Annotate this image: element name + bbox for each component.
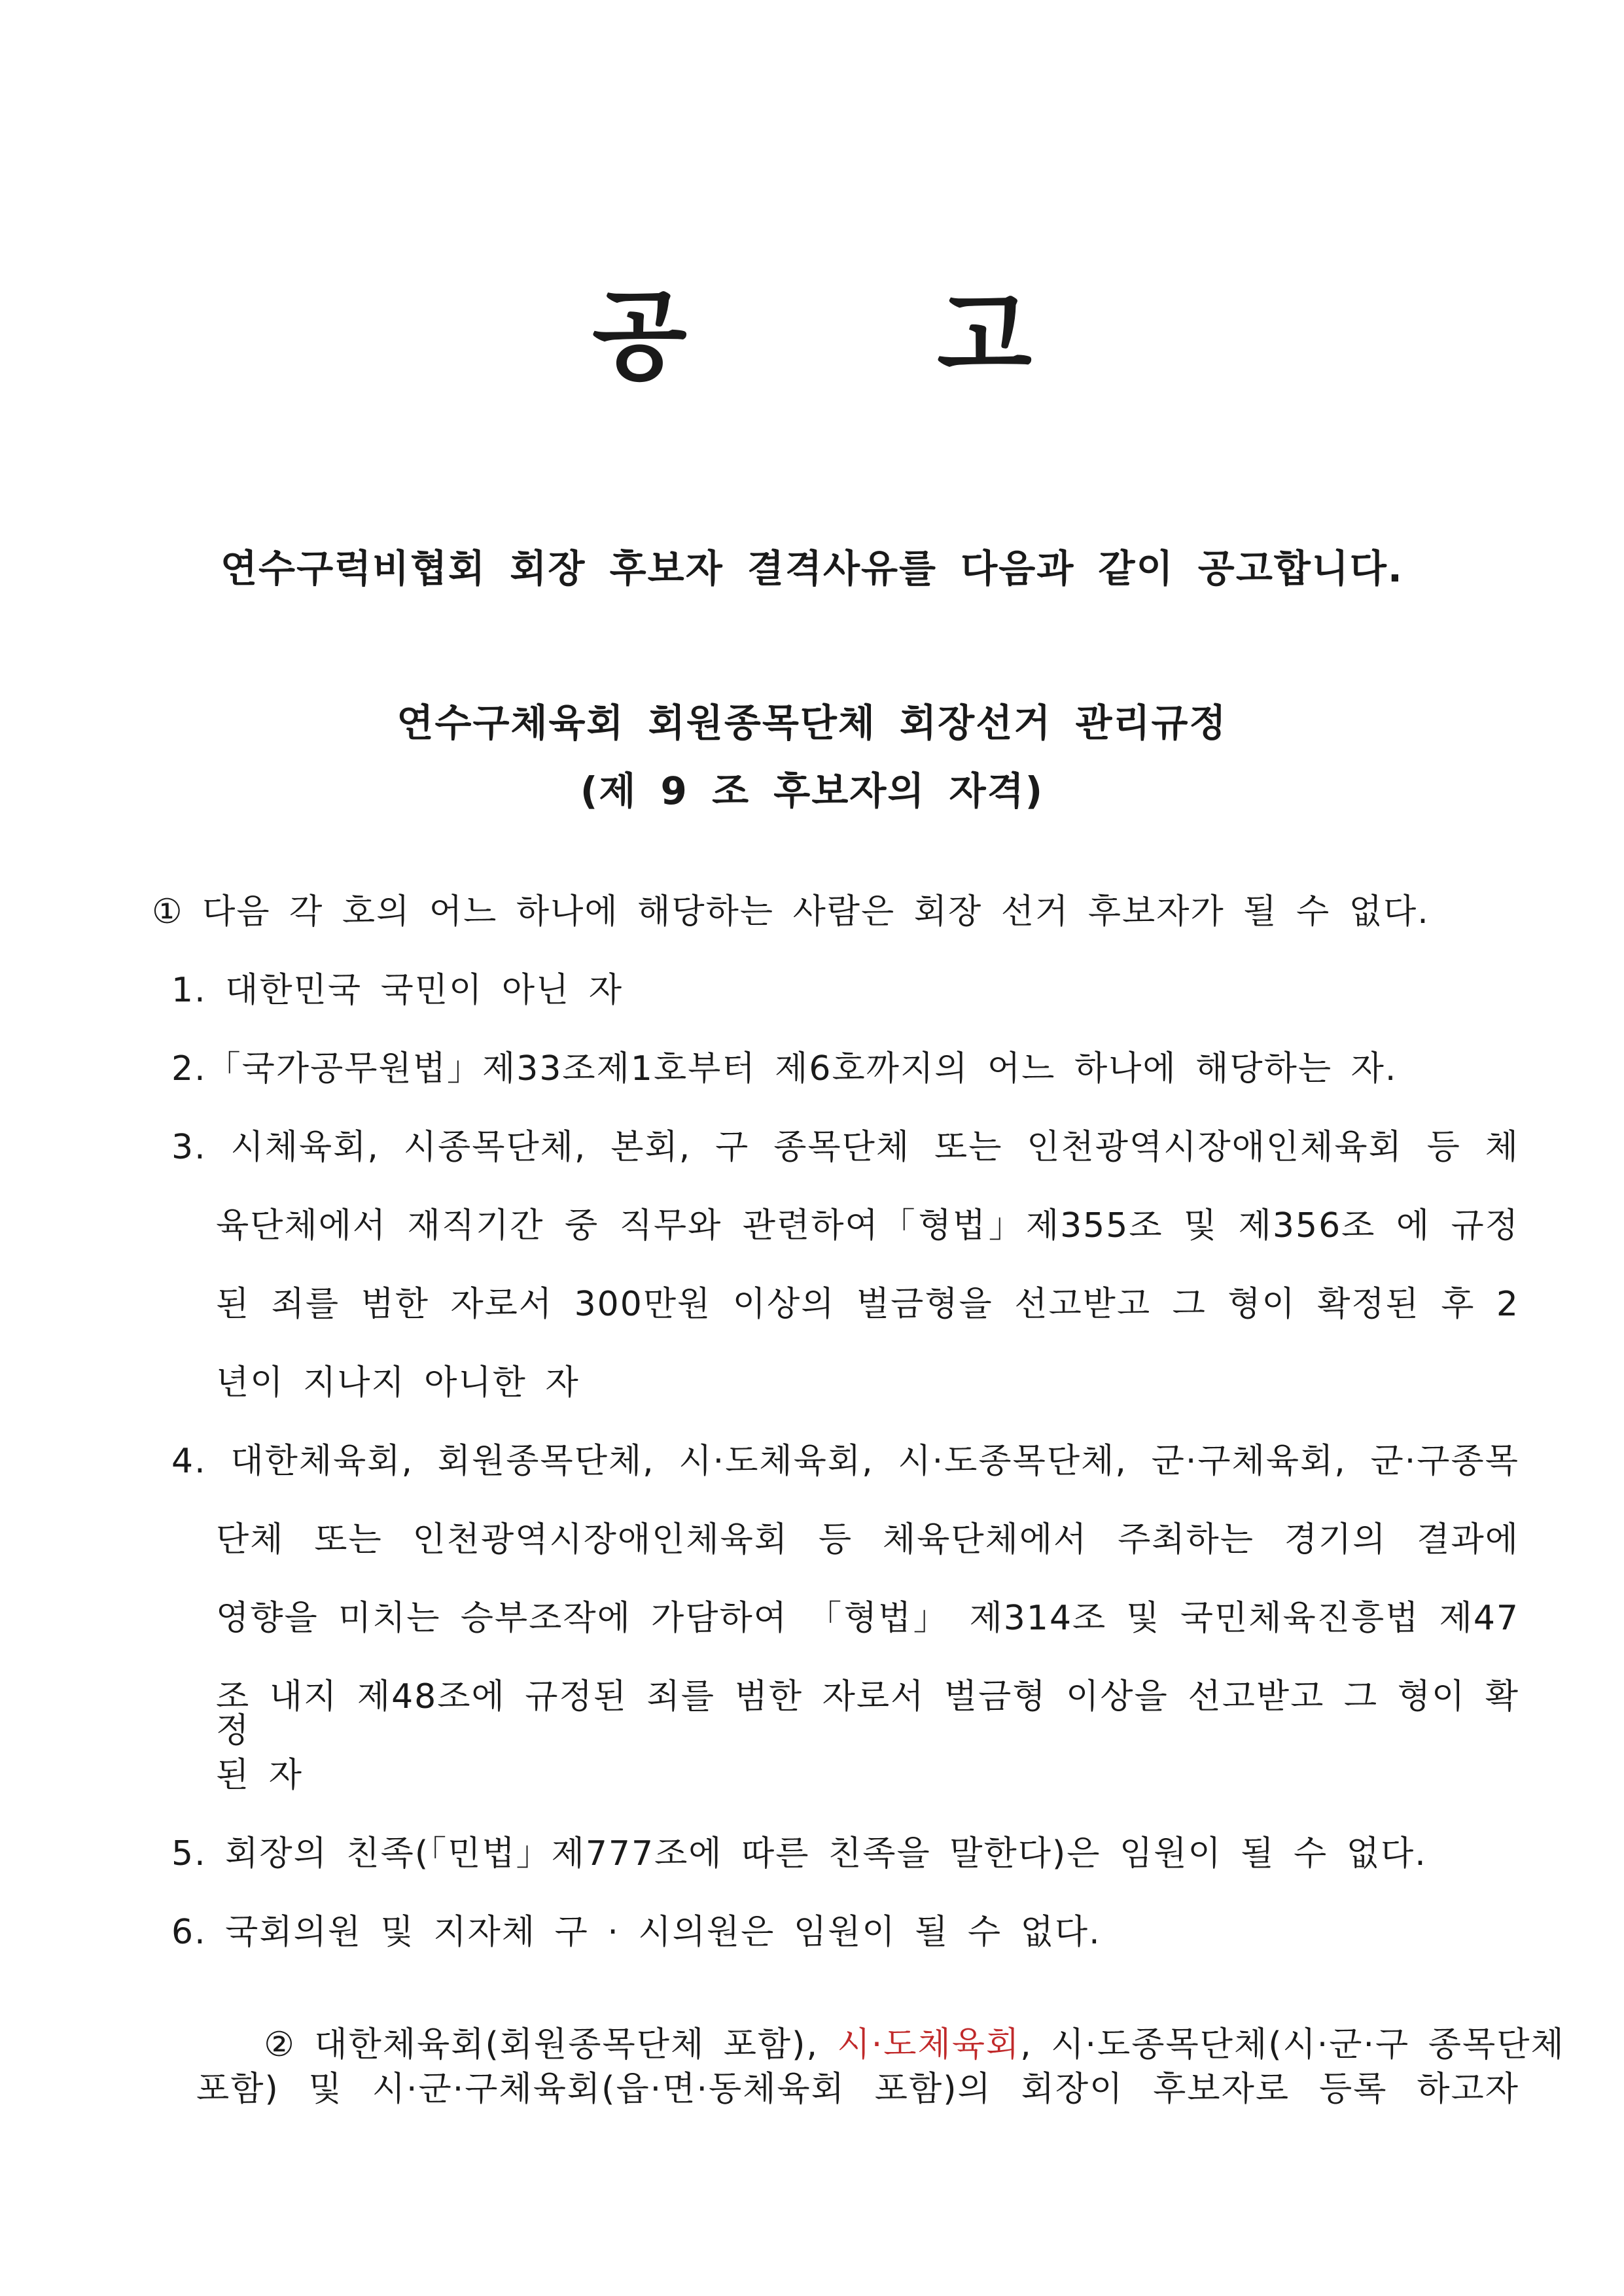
notice-title: 공 고 (591, 280, 1033, 394)
clause-2-highlight: 시·도체육회 (837, 2025, 1021, 2064)
rule-article: (제 9 조 후보자의 자격) (580, 769, 1044, 813)
clause-1-item-3-line-2: 육단체에서 재직기간 중 직무와 관련하여「형법」제355조 및 제356조 에 규정 (216, 1206, 1519, 1245)
clause-1-item-4-line-4: 조 내지 제48조에 규정된 죄를 범한 자로서 벌금형 이상을 선고받고 그 형이 확정 (216, 1677, 1519, 1750)
clause-1-item-4-line-5: 된 자 (216, 1756, 303, 1795)
clause-1-heading: ① 다음 각 호의 어느 하나에 해당하는 사람은 회장 선거 후보자가 될 수 없다. (152, 892, 1430, 931)
clause-2-line-2: 포함) 및 시·군·구체육회(읍·면·동체육회 포함)의 회장이 후보자로 등록 하고자 (196, 2070, 1519, 2109)
rule-name: 연수구체육회 회원종목단체 회장선거 관리규정 (397, 701, 1227, 745)
clause-2-line-1-part-1: ② 대한체육회(회원종목단체 포함), (264, 2025, 838, 2064)
clause-2-line-1-part-2: , 시·도종목단체(시·군·구 종목단체 (1020, 2025, 1565, 2064)
notice-subtitle: 연수구럭비협회 회장 후보자 결격사유를 다음과 같이 공고합니다. (221, 546, 1403, 591)
clause-1-item-3-line-1: 3. 시체육회, 시종목단체, 본회, 구 종목단체 또는 인천광역시장애인체육회 등 체 (171, 1128, 1519, 1167)
clause-1-item-1: 1. 대한민국 국민이 아닌 자 (171, 971, 624, 1010)
clause-1-item-3-line-3: 된 죄를 범한 자로서 300만원 이상의 벌금형을 선고받고 그 형이 확정된 후 2 (216, 1285, 1519, 1324)
clause-1-item-4-line-3: 영향을 미치는 승부조작에 가담하여 「형법」 제314조 및 국민체육진흥법 제47 (216, 1599, 1519, 1638)
clause-1-item-3-line-4: 년이 지나지 아니한 자 (216, 1363, 580, 1402)
clause-1-item-2: 2.「국가공무원법」제33조제1호부터 제6호까지의 어느 하나에 해당하는 자. (171, 1049, 1398, 1088)
clause-1-item-4-line-1: 4. 대한체육회, 회원종목단체, 시·도체육회, 시·도종목단체, 군·구체육회, 군·구종목 (171, 1442, 1519, 1481)
clause-1-item-5: 5. 회장의 친족(「민법」제777조에 따른 친족을 말한다)은 임원이 될 수 없다. (171, 1834, 1427, 1873)
clause-1-item-6: 6. 국회의원 및 지자체 구 · 시의원은 임원이 될 수 없다. (171, 1913, 1101, 1952)
clause-1-item-4-line-2: 단체 또는 인천광역시장애인체육회 등 체육단체에서 주최하는 경기의 결과에 (216, 1520, 1519, 1559)
